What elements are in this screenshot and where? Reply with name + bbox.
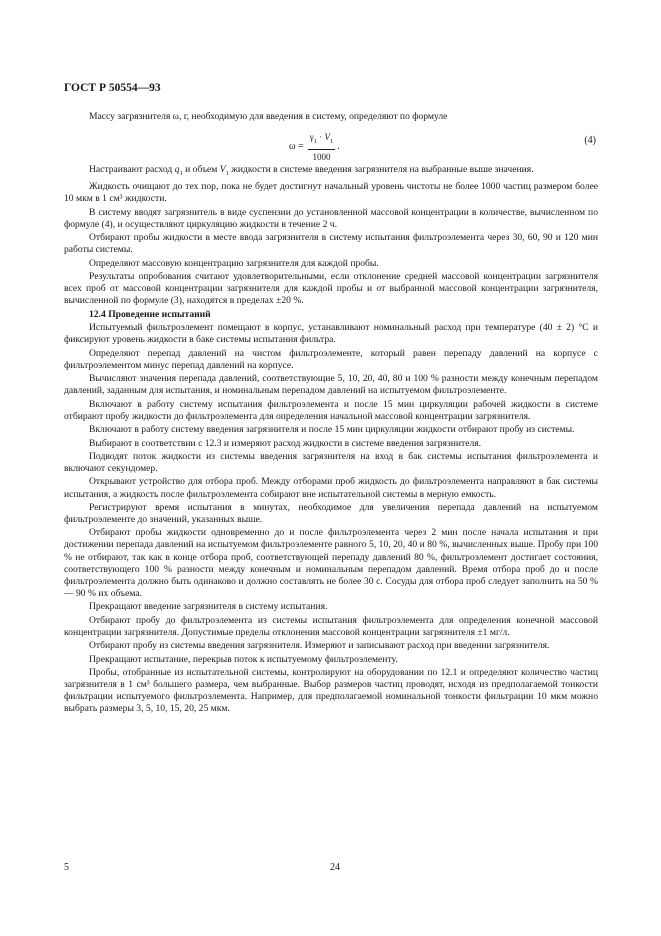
flow-q: q — [174, 164, 180, 176]
paragraph: Определяют массовую концентрацию загрязнителя для каждой пробы. — [89, 257, 379, 269]
paragraph: Прекращают испытание, перекрыв поток к испытуемому фильтроэлементу. — [89, 653, 398, 665]
formula-fraction — [308, 131, 335, 163]
corner-number: 5 — [64, 862, 69, 873]
formula-block — [64, 125, 598, 161]
formula-numerator — [308, 131, 335, 150]
formula-gamma-sub: 1 — [313, 137, 317, 145]
flow-v-sub: 1 — [225, 170, 229, 177]
flow-text-2: и объем — [182, 164, 220, 176]
flow-q-sub: 1 — [179, 170, 183, 177]
paragraph: Включают в работу систему введения загрязнителя и после 15 мин циркуляции жидкости отбирают пробу из системы. — [89, 424, 575, 436]
formula-gamma: γ — [309, 132, 314, 143]
paragraph: Регистрируют время испытания в минутах, необходимое для увеличения перепада давлений на испытуемом фильтроэлементе до значений, указанных выше. — [64, 501, 598, 525]
paragraph: Пробы, отобранные из испытательной системы, контролируют на оборудовании по 12.1 и определяют количество частиц загрязнителя в 1 см³ большего размера, чем выбранные. Выбор размеров частиц проводят, исходя из предполагаемой тонкости фильтрации испытуемого фильтроэлемента. Например, для предполагаемой номинальной тонкости фильтрации 10 мкм можно выбрать размеры 3, 5, 10, 15, 20, 25 мкм. — [64, 666, 598, 715]
paragraph: Результаты опробования считают удовлетворительными, если отклонение средней массовой концентрации загрязнителя всех проб от массовой концентрации загрязнителя для каждой пробы и от выбранной массовой концентрации загрязнителя, вычисленной по формуле (3), находятся в пределах ±20 %. — [64, 271, 598, 307]
paragraph: Определяют перепад давлений на чистом фильтроэлементе, который равен перепаду давлений на корпусе с фильтроэлементом минус перепад давлений на корпусе. — [64, 347, 598, 371]
formula-4 — [289, 131, 340, 163]
paragraph: Включают в работу систему испытания фильтроэлемента и после 15 мин циркуляции рабочей жидкости в системе отбирают пробу жидкости до фильтроэлемента для определения начальной массовой концентрации загрязнителя. — [64, 398, 598, 422]
paragraph: Отбирают пробу до фильтроэлемента из системы испытания фильтроэлемента для определения конечной массовой концентрации загрязнителя. Допустимые пределы отклонения массовой концентрации загрязнителя ±1 мг/л. — [64, 614, 598, 638]
paragraph: Открывают устройство для отбора проб. Между отборами проб жидкость до фильтроэлемента направляют в бак системы испытания, а жидкость после фильтроэлемента собирают вне испытательной системы в мерную емкость. — [64, 476, 598, 500]
paragraph: Жидкость очищают до тех пор, пока не будет достигнут начальный уровень чистоты не более 1000 частиц размером более 10 мкм в 1 см³ жидкости. — [64, 181, 598, 205]
flow-v: V — [219, 164, 226, 176]
section-heading: 12.4 Проведение испытаний — [89, 308, 211, 320]
formula-denominator: 1000 — [312, 151, 331, 162]
formula-intro: Массу загрязнителя ω, г, необходимую для введения в систему, определяют по формуле — [89, 111, 448, 122]
paragraph: Выбирают в соответствии с 12.3 и измеряют расход жидкости в системе введения загрязнителя. — [89, 437, 482, 449]
formula-number: (4) — [584, 135, 596, 147]
formula-v: V — [324, 132, 330, 143]
page-body — [64, 111, 598, 717]
page-number: 24 — [330, 862, 340, 873]
paragraph: Отбирают пробы жидкости одновременно до и после фильтроэлемента через 2 мин после начала испытания и при достижении перепада давлений на испытуемом фильтроэлементе равного 5, 10, 20, 40 и 80 %, вычисленных выше. Пробу при 100 % не отбирают, так как в конце отбора проб, соответствующей перепаду давлений 80 %, фильтроэлемент достигает состояния, соответствующего 100 % разности между конечным и номинальным перепадом давлений. Время отбора проб до и после фильтроэлемента должно быть одинаково и должно составлять не более 30 с. Сосуды для отбора проб следует заполнить на 50 % — 90 % их объема. — [64, 527, 598, 599]
paragraph: Подводят поток жидкости из системы введения загрязнителя на вход в бак системы испытания фильтроэлемента и включают секундомер. — [64, 450, 598, 475]
paragraph: Испытуемый фильтроэлемент помещают в корпус, устанавливают номинальный расход при температуре (40 ± 2) °С и фиксируют уровень жидкости в баке системы испытания фильтра. — [64, 322, 598, 346]
formula-dot: · — [316, 132, 325, 143]
formula-v-sub: 1 — [329, 137, 334, 145]
paragraph: Отбирают пробу из системы введения загрязнителя. Измеряют и записывают расход при введении загрязнителя. — [89, 640, 550, 652]
formula-lhs: ω = — [289, 141, 304, 153]
paragraph: Прекращают введение загрязнителя в систему испытания. — [89, 601, 328, 613]
paragraph: Отбирают пробы жидкости в месте ввода загрязнителя в систему испытания фильтроэлемента через 30, 60, 90 и 120 мин работы системы. — [64, 232, 598, 256]
flow-text-1: Настраивают расход — [89, 164, 175, 176]
paragraph: Вычисляют значения перепада давлений, соответствующие 5, 10, 20, 40, 80 и 100 % разности между конечным перепадом давлений, заданным для испытания, и номинальным перепадом давлений на испытуемом фильтроэлементе. — [64, 373, 598, 397]
flow-text-3: жидкости в системе введения загрязнителя на выбранные выше значения. — [228, 164, 534, 176]
document-header: ГОСТ Р 50554—93 — [64, 82, 161, 94]
formula-end: . — [337, 141, 340, 153]
paragraph: В систему вводят загрязнитель в виде суспензии до установленной массовой концентрации в количестве, вычисленном по формуле (4), и осуществляют циркуляцию жидкости в течение 2 ч. — [64, 206, 598, 230]
flow-paragraph — [64, 164, 598, 180]
